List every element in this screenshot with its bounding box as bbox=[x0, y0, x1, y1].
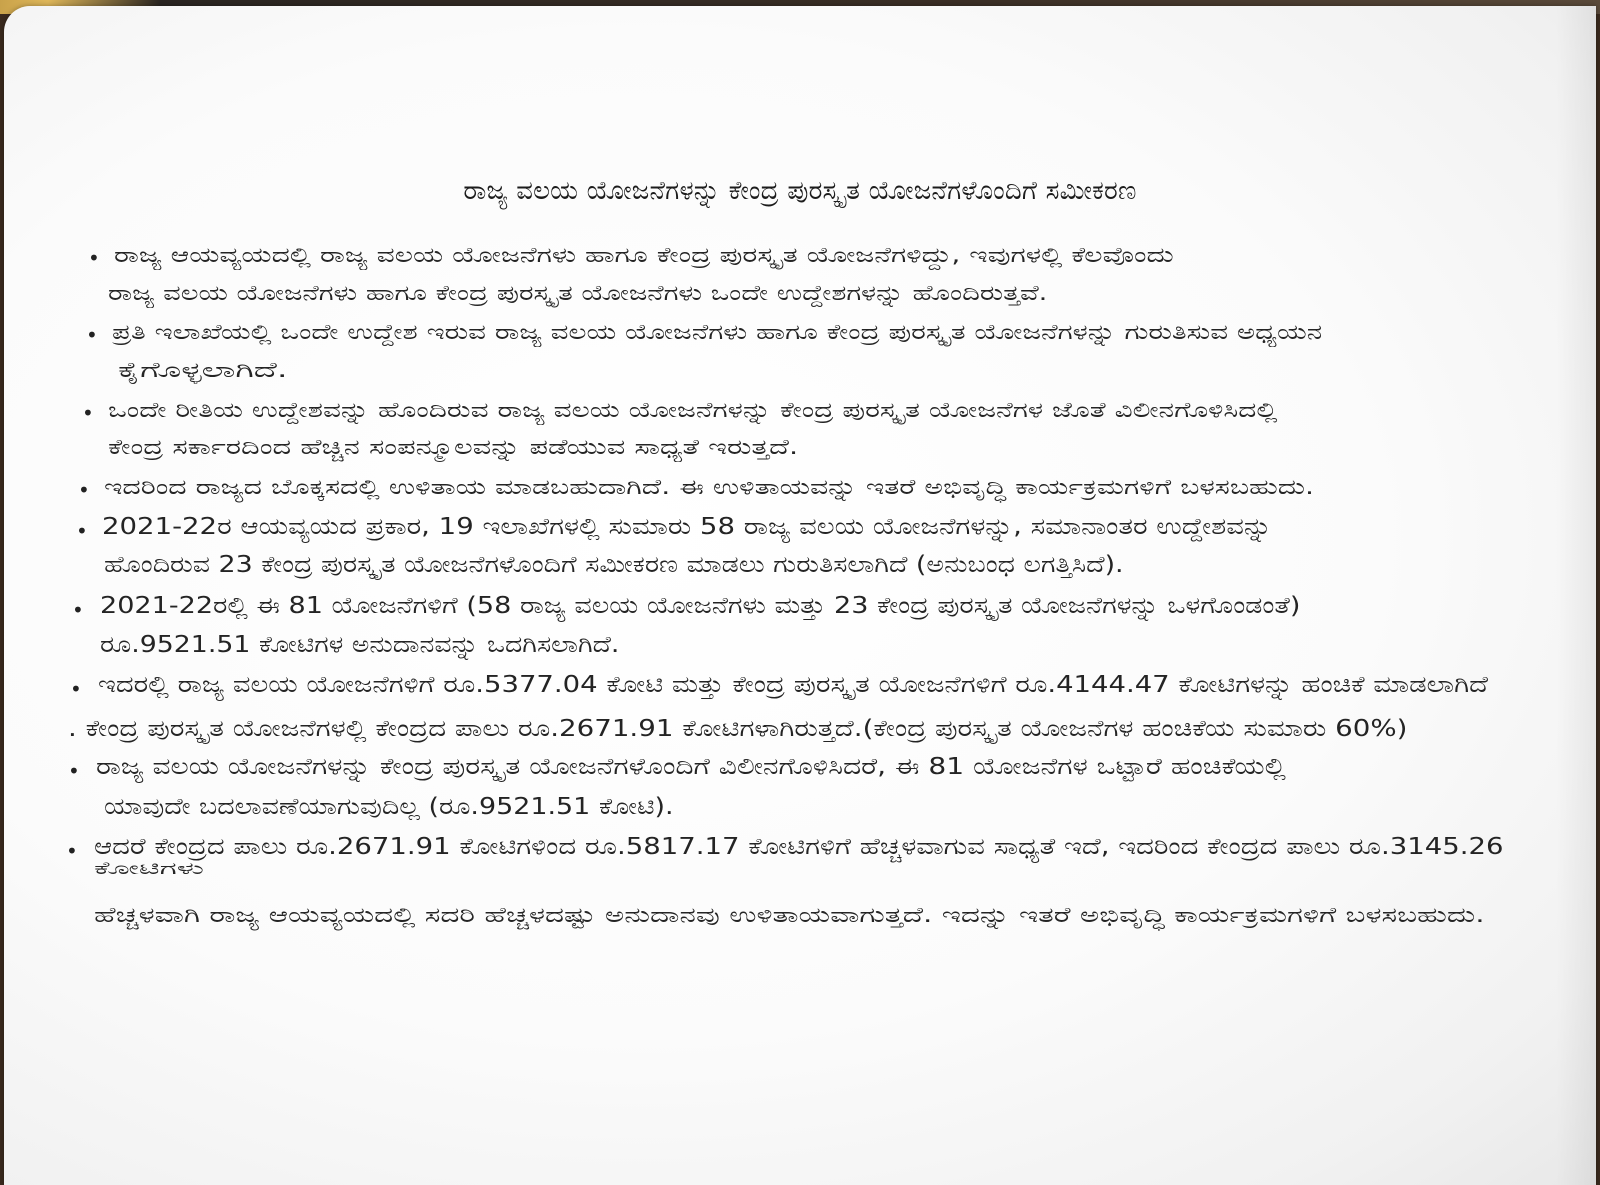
point-3-line-1: ಒಂದೇ ರೀತಿಯ ಉದ್ದೇಶವನ್ನು ಹೊಂದಿರುವ ರಾಜ್ಯ ವಲಯ ಯೋಜನೆಗಳನ್ನು ಕೇಂದ್ರ ಪುರಸ್ಕೃತ ಯೋಜನೆಗಳ ಜೊತೆ ವಿಲೀನಗೊಳಿಸಿದಲ್ಲಿ bbox=[108, 398, 1278, 422]
point-4-line-1: ಇದರಿಂದ ರಾಜ್ಯದ ಬೊಕ್ಕಸದಲ್ಲಿ ಉಳಿತಾಯ ಮಾಡಬಹುದಾಗಿದೆ. ಈ ಉಳಿತಾಯವನ್ನು ಇತರೆ ಅಭಿವೃದ್ಧಿ ಕಾರ್ಯಕ್ರಮಗಳಿಗೆ ಬಳಸಬಹುದು. bbox=[104, 475, 1315, 499]
bullet-1: • bbox=[88, 246, 100, 270]
point-8-line-1: ರಾಜ್ಯ ವಲಯ ಯೋಜನೆಗಳನ್ನು ಕೇಂದ್ರ ಪುರಸ್ಕೃತ ಯೋಜನೆಗಳೊಂದಿಗೆ ವಿಲೀನಗೊಳಿಸಿದರೆ, ಈ 81 ಯೋಜನೆಗಳ ಒಟ್ಟಾರೆ ಹಂಚಿಕೆಯಲ್ಲಿ bbox=[96, 754, 1286, 780]
point-7-line-1: ಇದರಲ್ಲಿ ರಾಜ್ಯ ವಲಯ ಯೋಜನೆಗಳಿಗೆ ರೂ.5377.04 ಕೋಟಿ ಮತ್ತು ಕೇಂದ್ರ ಪುರಸ್ಕೃತ ಯೋಜನೆಗಳಿಗೆ ರೂ.4144.47 ಕೋಟಿಗಳನ್ನು ಹಂಚಿಕೆ ಮಾಡಲಾಗಿದೆ bbox=[98, 672, 1488, 698]
bullet-7: • bbox=[70, 677, 82, 701]
point-9-line-1: ಆದರೆ ಕೇಂದ್ರದ ಪಾಲು ರೂ.2671.91 ಕೋಟಿಗಳಿಂದ ರೂ.5817.17 ಕೋಟಿಗಳಿಗೆ ಹೆಚ್ಚಳವಾಗುವ ಸಾಧ್ಯತೆ ಇದೆ, ಇದರಿಂದ ಕೇಂದ್ರದ ಪಾಲು ರೂ.3145.26 bbox=[94, 834, 1504, 860]
point-2-line-1: ಪ್ರತಿ ಇಲಾಖೆಯಲ್ಲಿ ಒಂದೇ ಉದ್ದೇಶ ಇರುವ ರಾಜ್ಯ ವಲಯ ಯೋಜನೆಗಳು ಹಾಗೂ ಕೇಂದ್ರ ಪುರಸ್ಕೃತ ಯೋಜನೆಗಳನ್ನು ಗುರುತಿಸುವ ಅಧ್ಯಯನ bbox=[112, 320, 1323, 344]
bullet-5: • bbox=[76, 519, 88, 543]
bullet-3: • bbox=[82, 401, 94, 425]
paper-sheet bbox=[4, 6, 1596, 1185]
bullet-4: • bbox=[78, 478, 90, 502]
point-7-line-2: . ಕೇಂದ್ರ ಪುರಸ್ಕೃತ ಯೋಜನೆಗಳಲ್ಲಿ ಕೇಂದ್ರದ ಪಾಲು ರೂ.2671.91 ಕೋಟಿಗಳಾಗಿರುತ್ತದೆ.(ಕೇಂದ್ರ ಪುರಸ್ಕೃತ ಯೋಜನೆಗಳ ಹಂಚಿಕೆಯ ಸುಮಾರು 60%) bbox=[68, 716, 1408, 742]
document-title: ರಾಜ್ಯ ವಲಯ ಯೋಜನೆಗಳನ್ನು ಕೇಂದ್ರ ಪುರಸ್ಕೃತ ಯೋಜನೆಗಳೊಂದಿಗೆ ಸಮೀಕರಣ bbox=[463, 176, 1137, 206]
point-1-line-1: ರಾಜ್ಯ ಆಯವ್ಯಯದಲ್ಲಿ ರಾಜ್ಯ ವಲಯ ಯೋಜನೆಗಳು ಹಾಗೂ ಕೇಂದ್ರ ಪುರಸ್ಕೃತ ಯೋಜನೆಗಳಿದ್ದು, ಇವುಗಳಲ್ಲಿ ಕೆಲವೊಂದು bbox=[114, 243, 1174, 267]
point-3-line-2: ಕೇಂದ್ರ ಸರ್ಕಾರದಿಂದ ಹೆಚ್ಚಿನ ಸಂಪನ್ಮೂಲವನ್ನು ಪಡೆಯುವ ಸಾಧ್ಯತೆ ಇರುತ್ತದೆ. bbox=[108, 435, 799, 459]
bullet-8: • bbox=[68, 759, 80, 783]
point-6-line-2: ರೂ.9521.51 ಕೋಟಿಗಳ ಅನುದಾನವನ್ನು ಒದಗಿಸಲಾಗಿದೆ. bbox=[100, 632, 620, 658]
point-5-line-1: 2021-22ರ ಆಯವ್ಯಯದ ಪ್ರಕಾರ, 19 ಇಲಾಖೆಗಳಲ್ಲಿ ಸುಮಾರು 58 ರಾಜ್ಯ ವಲಯ ಯೋಜನೆಗಳನ್ನು, ಸಮಾನಾಂತರ ಉದ್ದೇಶವನ್ನು bbox=[102, 514, 1272, 540]
point-8-line-2: ಯಾವುದೇ ಬದಲಾವಣೆಯಾಗುವುದಿಲ್ಲ (ರೂ.9521.51 ಕೋಟಿ). bbox=[104, 794, 674, 820]
point-2-line-2: ಕೈಗೊಳ್ಳಲಾಗಿದೆ. bbox=[118, 358, 288, 382]
point-9-line-2: ಕೋಟಿಗಳು bbox=[94, 859, 205, 879]
point-1-line-2: ರಾಜ್ಯ ವಲಯ ಯೋಜನೆಗಳು ಹಾಗೂ ಕೇಂದ್ರ ಪುರಸ್ಕೃತ ಯೋಜನೆಗಳು ಒಂದೇ ಉದ್ದೇಶಗಳನ್ನು ಹೊಂದಿರುತ್ತವೆ. bbox=[108, 281, 1048, 305]
bullet-9: • bbox=[66, 839, 78, 863]
point-6-line-1: 2021-22ರಲ್ಲಿ ಈ 81 ಯೋಜನೆಗಳಿಗೆ (58 ರಾಜ್ಯ ವಲಯ ಯೋಜನೆಗಳು ಮತ್ತು 23 ಕೇಂದ್ರ ಪುರಸ್ಕೃತ ಯೋಜನೆಗಳನ್ನು ಒಳಗೊಂಡಂತೆ) bbox=[100, 593, 1301, 619]
bullet-6: • bbox=[72, 598, 84, 622]
point-9-line-3: ಹೆಚ್ಚಳವಾಗಿ ರಾಜ್ಯ ಆಯವ್ಯಯದಲ್ಲಿ ಸದರಿ ಹೆಚ್ಚಳದಷ್ಟು ಅನುದಾನವು ಉಳಿತಾಯವಾಗುತ್ತದೆ. ಇದನ್ನು ಇತರೆ ಅಭಿವೃದ್ಧಿ ಕಾರ್ಯಕ್ರಮಗಳಿಗೆ ಬಳಸಬಹುದು. bbox=[94, 903, 1485, 927]
bullet-2: • bbox=[86, 323, 98, 347]
point-5-line-2: ಹೊಂದಿರುವ 23 ಕೇಂದ್ರ ಪುರಸ್ಕೃತ ಯೋಜನೆಗಳೊಂದಿಗೆ ಸಮೀಕರಣ ಮಾಡಲು ಗುರುತಿಸಲಾಗಿದೆ (ಅನುಬಂಧ ಲಗತ್ತಿಸಿದೆ). bbox=[104, 552, 1124, 578]
